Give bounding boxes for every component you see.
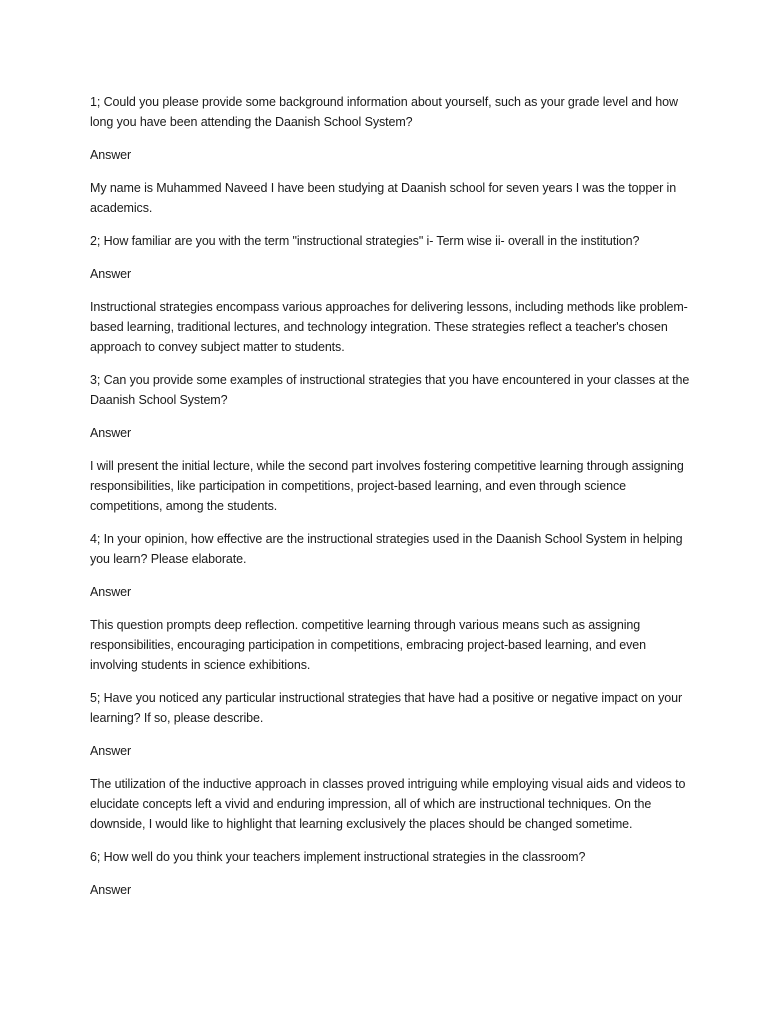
question-6: 6; How well do you think your teachers implement instructional strategies in the classroom? xyxy=(90,850,586,864)
question-2: 2; How familiar are you with the term "instructional strategies" i- Term wise ii- overall in the institution? xyxy=(90,234,640,248)
answer-4: This question prompts deep reflection. competitive learning through various means such as assigning responsibilities, encouraging participation in competitions, embracing project-based learning, and even involving students in science exhibitions. xyxy=(90,618,647,672)
answer-label-1: Answer xyxy=(90,148,132,162)
question-4: 4; In your opinion, how effective are the instructional strategies used in the Daanish School System in helping you learn? Please elaborate. xyxy=(90,532,683,566)
answer-2: Instructional strategies encompass various approaches for delivering lessons, including methods like problem-based learning, traditional lectures, and technology integration. These strategies reflect a teacher's chosen approach to convey subject matter to students. xyxy=(90,300,688,354)
document-page xyxy=(90,92,690,913)
answer-3: I will present the initial lecture, while the second part involves fostering competitive learning through assigning responsibilities, like participation in competitions, project-based learning, and even through science competitions, among the students. xyxy=(90,459,684,513)
answer-label-5: Answer xyxy=(90,744,132,758)
answer-label-4: Answer xyxy=(90,585,132,599)
answer-5: The utilization of the inductive approach in classes proved intriguing while employing visual aids and videos to elucidate concepts left a vivid and enduring impression, all of which are instructional techniques. On the downside, I would like to highlight that learning exclusively the places should be changed sometime. xyxy=(90,777,686,831)
answer-1: My name is Muhammed Naveed I have been studying at Daanish school for seven years I was the topper in academics. xyxy=(90,181,677,215)
question-3: 3; Can you provide some examples of instructional strategies that you have encountered in your classes at the Daanish School System? xyxy=(90,373,690,407)
question-5: 5; Have you noticed any particular instructional strategies that have had a positive or negative impact on your learning? If so, please describe. xyxy=(90,691,683,725)
question-1: 1; Could you please provide some background information about yourself, such as your grade level and how long you have been attending the Daanish School System? xyxy=(90,95,678,129)
answer-label-3: Answer xyxy=(90,426,132,440)
answer-label-2: Answer xyxy=(90,267,132,281)
answer-label-6: Answer xyxy=(90,883,132,897)
